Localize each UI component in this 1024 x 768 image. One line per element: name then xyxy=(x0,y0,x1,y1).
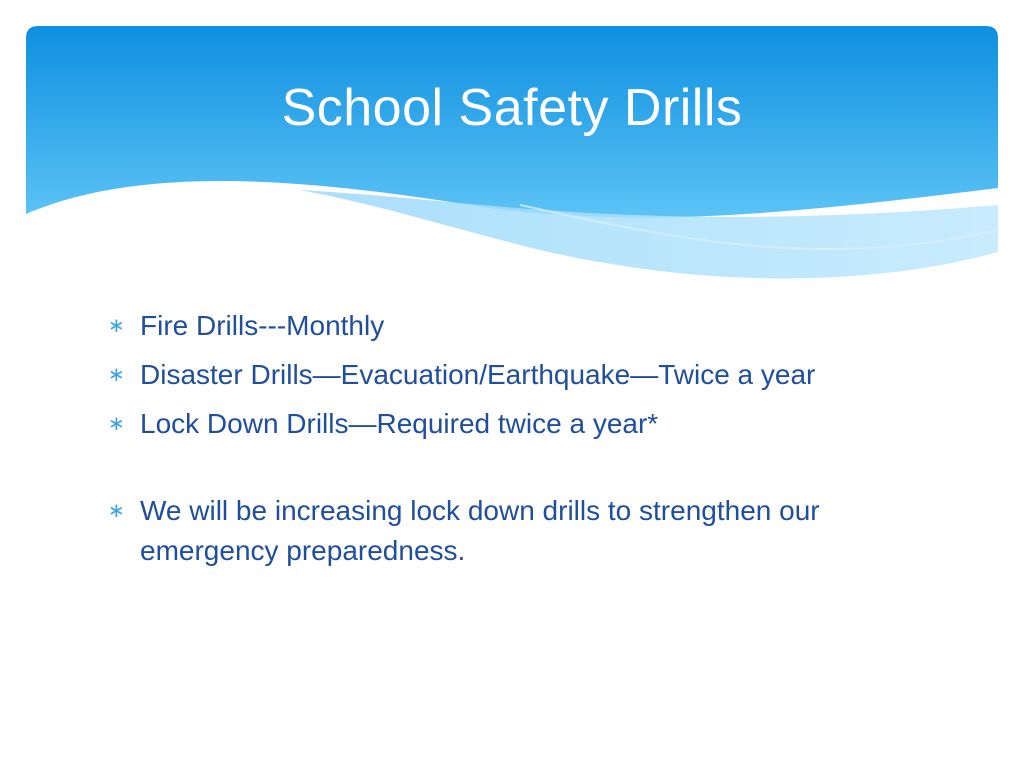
list-item xyxy=(108,306,928,346)
bullet-text: Lock Down Drills—Required twice a year* xyxy=(140,408,659,439)
bullet-list xyxy=(108,306,928,580)
asterisk-icon: ∗ xyxy=(108,315,125,337)
list-item xyxy=(108,355,928,395)
list-item xyxy=(108,404,928,444)
header-wave-banner xyxy=(0,0,1024,300)
asterisk-icon: ∗ xyxy=(108,413,125,435)
list-item xyxy=(108,491,928,571)
asterisk-icon: ∗ xyxy=(108,500,125,522)
bullet-text: Disaster Drills—Evacuation/Earthquake—Twice a year xyxy=(140,359,816,390)
slide-title: School Safety Drills xyxy=(281,79,743,137)
asterisk-icon: ∗ xyxy=(108,364,125,386)
bullet-text: We will be increasing lock down drills to strengthen our emergency preparedness. xyxy=(140,495,820,566)
bullet-text: Fire Drills---Monthly xyxy=(140,310,385,341)
